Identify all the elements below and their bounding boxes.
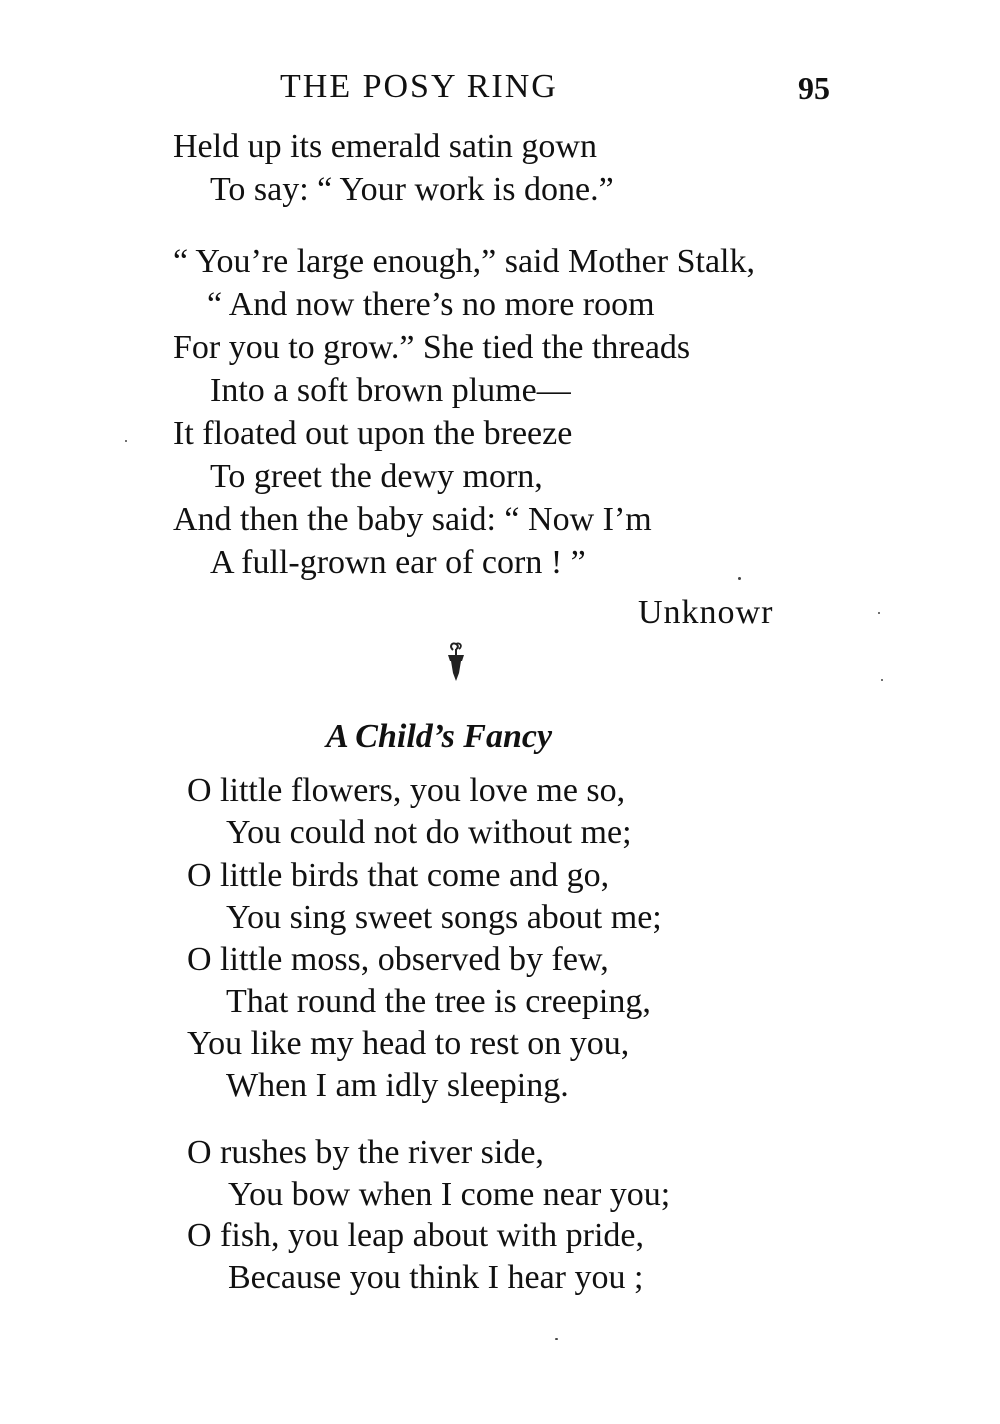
poem-line: And then the baby said: “ Now I’m xyxy=(173,501,652,538)
poem-line: Held up its emerald satin gown xyxy=(173,128,597,165)
poem-line: You like my head to rest on you, xyxy=(187,1025,630,1062)
poem-line: It floated out upon the breeze xyxy=(173,415,573,452)
poem-line: Because you think I hear you ; xyxy=(228,1259,644,1296)
poem-line: You bow when I come near you; xyxy=(228,1176,671,1213)
attribution: Unknowr xyxy=(638,594,774,631)
acorn-ornament-icon xyxy=(444,641,468,685)
poem-line: To say: “ Your work is done.” xyxy=(210,171,614,208)
poem-line: You sing sweet songs about me; xyxy=(226,899,662,936)
poem-line: For you to grow.” She tied the threads xyxy=(173,329,691,366)
scan-speck xyxy=(125,440,127,442)
poem-line: That round the tree is creeping, xyxy=(226,983,651,1020)
poem-line: A full-grown ear of corn ! ” xyxy=(210,544,586,581)
scan-speck xyxy=(738,577,741,580)
poem-line: O little flowers, you love me so, xyxy=(187,772,626,809)
poem-line: To greet the dewy morn, xyxy=(210,458,543,495)
page-number: 95 xyxy=(798,70,830,106)
poem-line: When I am idly sleeping. xyxy=(226,1067,569,1104)
poem-line: O little birds that come and go, xyxy=(187,857,610,894)
running-head: THE POSY RING xyxy=(280,68,558,105)
poem-line: “ And now there’s no more room xyxy=(207,286,655,323)
poem-line: Into a soft brown plume— xyxy=(210,372,571,409)
poem-line: You could not do without me; xyxy=(226,814,632,851)
poem-line: O fish, you leap about with pride, xyxy=(187,1217,645,1254)
poem-title: A Child’s Fancy xyxy=(326,718,553,755)
scan-speck xyxy=(878,612,880,614)
poem-line: “ You’re large enough,” said Mother Stalk, xyxy=(173,243,755,280)
scan-speck xyxy=(555,1338,558,1340)
poem-line: O little moss, observed by few, xyxy=(187,941,609,978)
scan-speck xyxy=(881,679,883,681)
poem-line: O rushes by the river side, xyxy=(187,1134,544,1171)
